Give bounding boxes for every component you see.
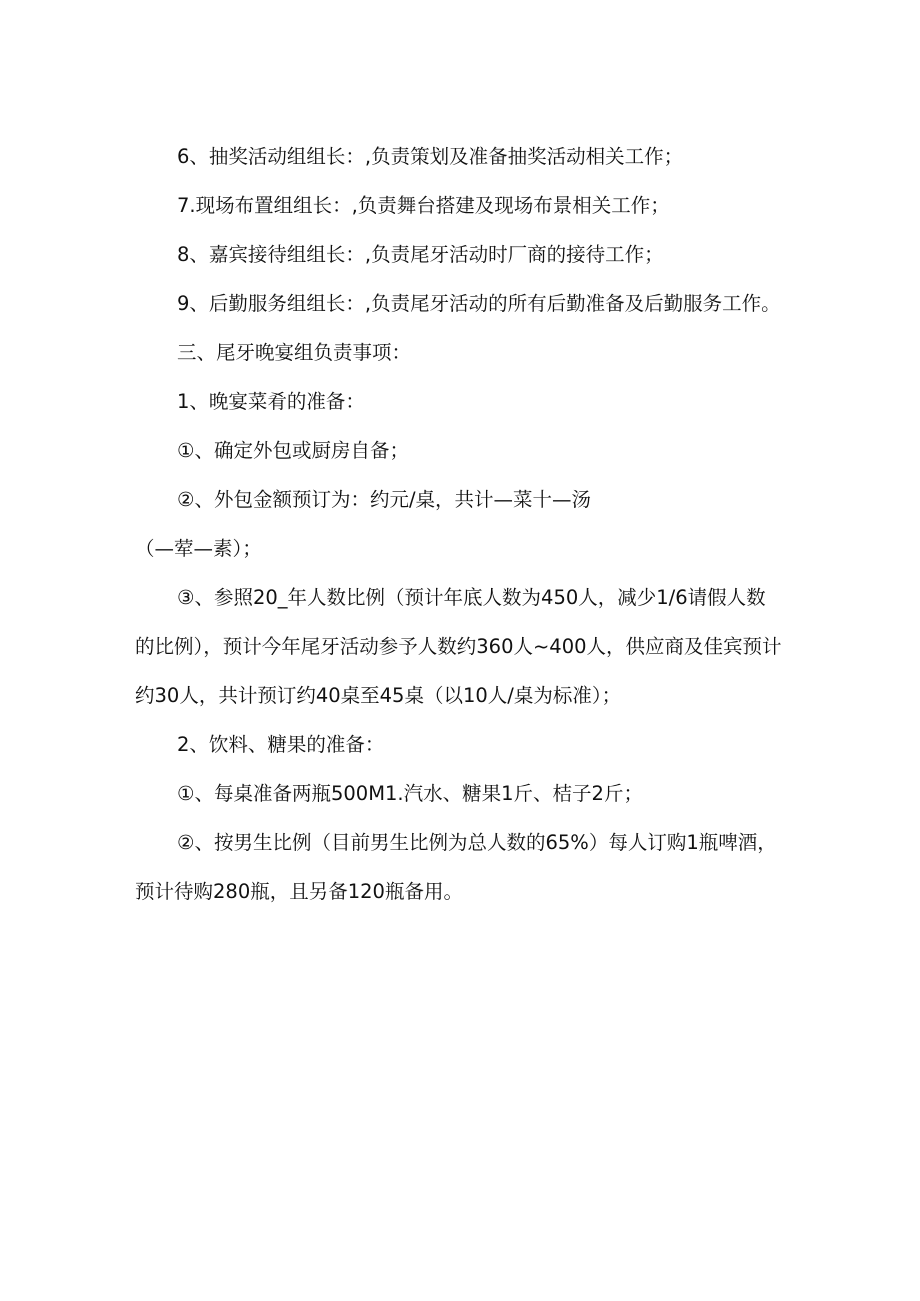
list-item-headcount: ③、参照20_年人数比例（预计年底人数为450人，减少1/6请假人数的比例），预计今年尾牙活动参予人数约360人~400人，供应商及佳宾预计约30人，共计预订约40桌至45桌（以10人/桌为标准）；	[135, 586, 782, 707]
paragraph-reception-leader: 8、嘉宾接待组组长：,负责尾牙活动时厂商的接待工作；	[177, 243, 664, 266]
paragraph-logistics-leader: 9、后勤服务组组长：,负责尾牙活动的所有后勤准备及后勤服务工作。	[177, 292, 781, 315]
list-item-outsource-or-kitchen: ①、确定外包或厨房自备；	[177, 439, 409, 462]
list-item-beer: ②、按男生比例（目前男生比例为总人数的65%）每人订购1瓶啤酒，预计待购280瓶，且另备120瓶备用。	[135, 831, 777, 903]
section-heading-banquet: 三、尾牙晚宴组负责事项：	[177, 341, 412, 364]
paragraph-stage-leader: 7.现场布置组组长：,负责舞台搭建及现场布景相关工作；	[177, 194, 670, 217]
subheading-dishes: 1、晚宴菜肴的准备：	[177, 390, 365, 413]
paragraph-lottery-leader: 6、抽奖活动组组长：,负责策划及准备抽奖活动相关工作；	[177, 145, 684, 168]
list-item-outsource-budget: ②、外包金额预订为：约元/桌，共计—菜十—汤	[177, 488, 592, 511]
document-body	[135, 132, 785, 916]
list-item-outsource-budget-cont: （—荤—素）；	[135, 537, 262, 560]
subheading-drinks-candy: 2、饮料、糖果的准备：	[177, 733, 385, 756]
list-item-per-table: ①、每桌准备两瓶500M1.汽水、糖果1斤、桔子2斤；	[177, 782, 643, 805]
